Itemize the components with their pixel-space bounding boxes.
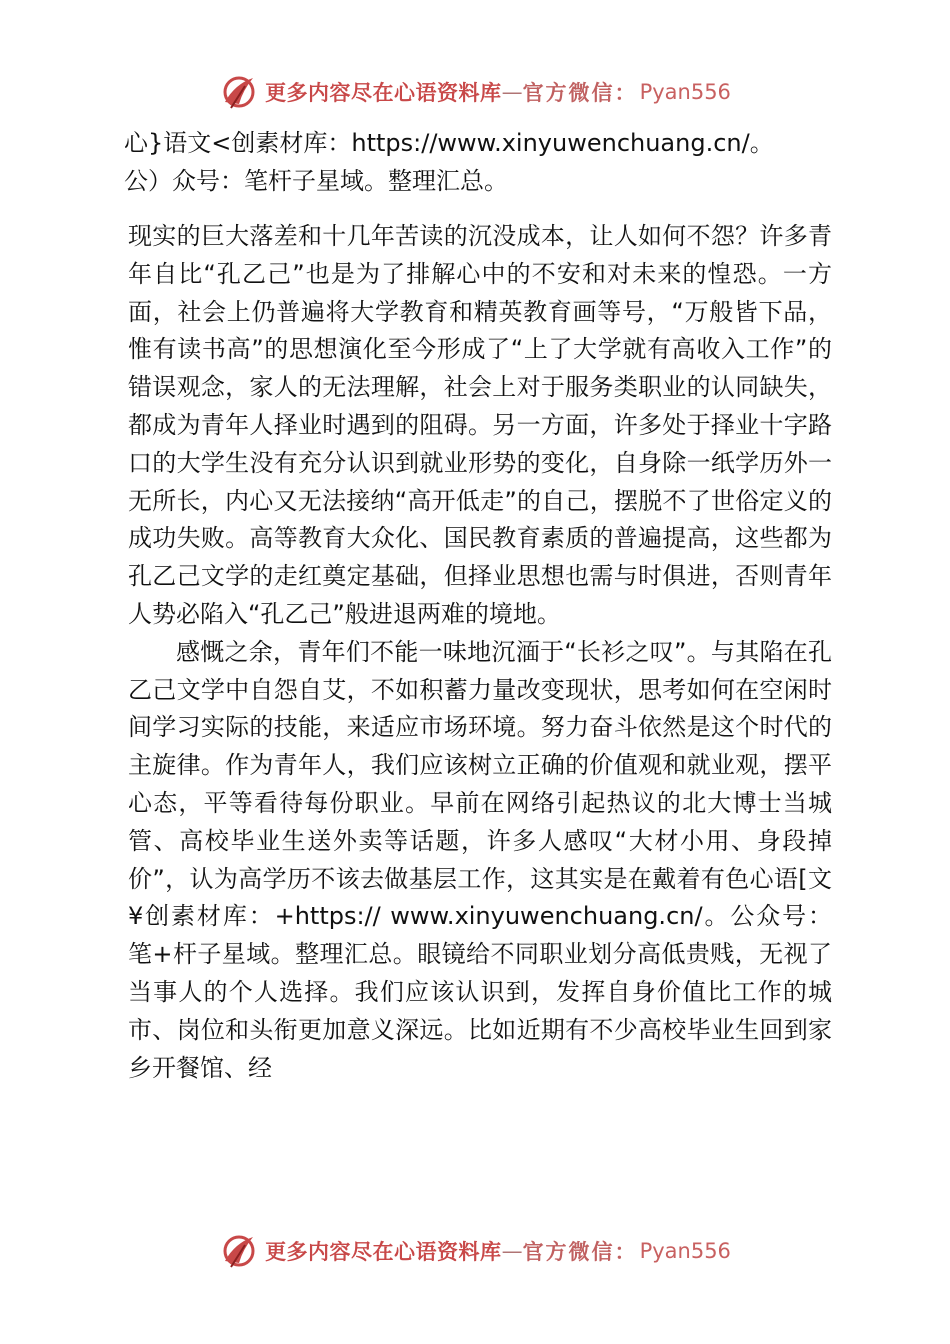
text-line: 青年自比“孔乙己”也是为了排解心中的不安和对未来的惶恐。 xyxy=(128,222,832,288)
text-line: 否则青年人势必陷入“孔乙己”般进退两难的境地。 xyxy=(128,562,833,628)
banner-wechat-label: 官方微信： xyxy=(522,80,638,105)
text-line: 择。我们应该认识到，发挥自身价值比工作的城市、岗位和头 xyxy=(128,977,832,1044)
banner-wechat-id: Pyan556 xyxy=(639,80,731,104)
text-line: 衔更加意义深远。比如近期有不少高校毕业生回到家乡开餐馆、 xyxy=(128,1015,833,1082)
text-line: 陷在孔乙己文学中自怨自艾，不如积蓄力量改变现状，思考如 xyxy=(128,637,832,704)
header-watermark-banner xyxy=(0,70,950,114)
text-line: 这其实是在戴着有色心语[文¥创素材库：+https:// xyxy=(128,864,832,931)
text-line: 值观和就业观，摆平心态，平等看待每份职业。早前在网络引 xyxy=(128,751,833,817)
intro-line: 公）众号：笔杆子星域。整理汇总。 xyxy=(124,167,508,195)
text-line: 俗定义的成功失败。高等教育大众化、国民教育素质的普遍提高， xyxy=(128,486,833,553)
text-line: 缺失，都成为青年人择业时遇到的阻碍。另一方面，许多处于择业 xyxy=(128,373,833,439)
text-line: 汇总。眼镜给不同职业划分高低贵贱，无视了当事人的个人选 xyxy=(128,940,833,1006)
intro-source-lines xyxy=(124,124,884,200)
text-line: 感叹“大材小用、身段掉价”，认为高学历不该去做基层工作， xyxy=(128,826,833,893)
brush-logo-icon xyxy=(219,1231,259,1271)
paragraph-1 xyxy=(128,218,832,634)
text-line: 现实的巨大落差和十几年苦读的沉没成本，让人如何不怨？许多 xyxy=(128,222,808,250)
text-line: 这些都为孔乙己文学的走红奠定基础，但择业思想也需与时俱进， xyxy=(128,524,833,591)
banner-separator: — xyxy=(501,1239,523,1263)
text-line: 起热议的北大博士当城管、高校毕业生送外卖等话题，许多人 xyxy=(128,788,833,855)
intro-line: 心}语文<创素材库：https://www.xinyuwenchuang.cn/。 xyxy=(124,129,774,157)
banner-site-text: 更多内容尽在心语资料库 xyxy=(265,1239,502,1264)
banner-separator: — xyxy=(501,80,523,104)
text-line: 十字路口的大学生没有充分认识到就业形势的变化，自身除一纸学 xyxy=(128,410,833,477)
text-line: 何在空闲时间学习实际的技能，来适应市场环境。努力奋斗依 xyxy=(128,675,833,742)
text-line: 历外一无所长，内心又无法接纳“高开低走”的自己，摆脱不了世 xyxy=(128,448,833,515)
text-line: www.xinyuwenchuang.cn/。公众号：笔+杆子星域。整理 xyxy=(128,902,832,969)
banner-wechat-label: 官方微信： xyxy=(522,1239,638,1264)
banner-wechat-id: Pyan556 xyxy=(639,1239,731,1263)
banner-site-text: 更多内容尽在心语资料库 xyxy=(265,80,502,105)
text-line: 一方面，社会上仍普遍将大学教育和精英教育画等号，“万般皆下 xyxy=(128,259,833,326)
text-line: 感慨之余，青年们不能一味地沉湎于“长衫之叹”。与其 xyxy=(176,637,760,666)
document-body xyxy=(128,218,832,1087)
paragraph-2 xyxy=(128,634,832,1088)
text-line: 然是这个时代的主旋律。作为青年人，我们应该树立正确的价 xyxy=(128,713,833,780)
brush-logo-icon xyxy=(219,72,259,112)
text-line: 经 xyxy=(248,1053,272,1082)
text-line: 作”的错误观念，家人的无法理解，社会上对于服务类职业的认同 xyxy=(128,335,832,402)
footer-watermark-banner xyxy=(0,1229,950,1273)
text-line: 品，惟有读书高”的思想演化至今形成了“上了大学就有高收入工 xyxy=(128,297,832,364)
